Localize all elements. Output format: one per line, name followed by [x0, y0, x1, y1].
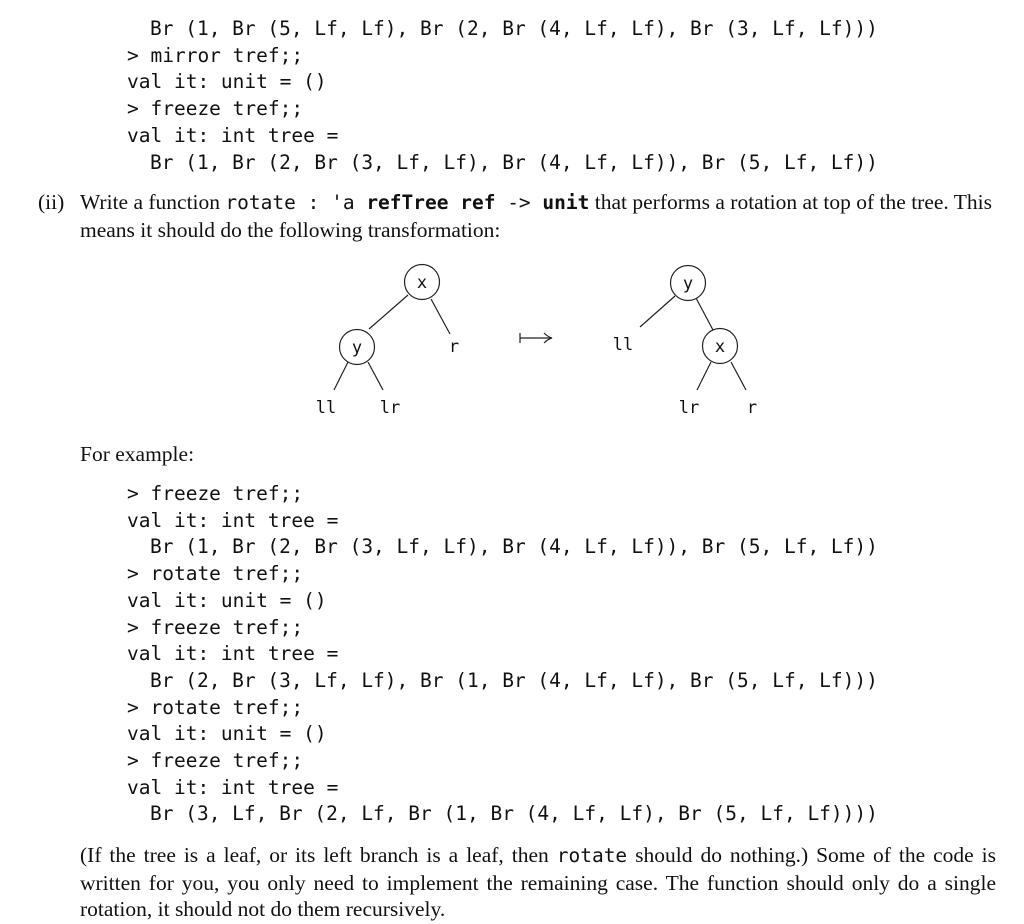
maps-to-arrow-icon — [520, 333, 552, 343]
node-label-x: x — [416, 273, 428, 293]
function-signature: rotate : 'a refTree ref -> unit — [225, 191, 590, 214]
node-label-y: y — [351, 338, 363, 358]
code-line: > freeze tref;; — [127, 482, 304, 505]
inline-code-rotate: rotate — [556, 844, 628, 867]
note-text-before: (If the tree is a leaf, or its left branch is a leaf, then — [80, 843, 549, 867]
leaf-label-lr: lr — [379, 398, 401, 418]
code-line: val it: unit = () — [127, 588, 327, 612]
code-line: Br (1, Br (2, Br (3, Lf, Lf), Br (4, Lf, Lf)), Br (5, Lf, Lf)) — [150, 535, 878, 559]
right-tree — [613, 266, 757, 419]
task-text-before: Write a function — [80, 190, 221, 214]
note-paragraph — [80, 842, 996, 923]
code-line: val it: int tree = — [127, 775, 339, 799]
code-line: Br (2, Br (3, Lf, Lf), Br (1, Br (4, Lf, Lf), Br (5, Lf, Lf))) — [150, 668, 878, 692]
node-label-y-root: y — [682, 274, 694, 294]
code-line: > mirror tref;; — [127, 43, 304, 67]
code-line: > freeze tref;; — [127, 97, 304, 121]
leaf-label-ll-right: ll — [612, 335, 634, 355]
code-line: Br (3, Lf, Br (2, Lf, Br (1, Br (4, Lf, Lf), Br (5, Lf, Lf)))) — [150, 802, 878, 826]
code-line: val it: unit = () — [127, 70, 327, 94]
node-label-x-child: x — [714, 337, 726, 357]
code-line: val it: int tree = — [127, 508, 339, 532]
code-line: > rotate tref;; — [127, 695, 304, 719]
code-line: Br (1, Br (5, Lf, Lf), Br (2, Br (4, Lf, Lf), Br (3, Lf, Lf))) — [150, 17, 878, 40]
leaf-label-r-right: r — [746, 398, 758, 418]
code-line: val it: int tree = — [127, 642, 339, 666]
code-block-rotate-example — [127, 481, 878, 828]
code-line: val it: unit = () — [127, 722, 327, 746]
example-label: For example: — [80, 442, 195, 466]
leaf-label-ll: ll — [315, 398, 337, 418]
code-line: Br (1, Br (2, Br (3, Lf, Lf), Br (4, Lf, Lf)), Br (5, Lf, Lf)) — [150, 150, 878, 174]
item-label: (ii) — [38, 190, 65, 214]
task-text-after: that performs a rotation at top of the tree. This means it should do the following transformation: — [80, 190, 993, 242]
code-line: > freeze tref;; — [127, 615, 304, 639]
left-tree — [316, 265, 459, 419]
code-line: val it: int tree = — [127, 123, 339, 147]
note-text-after: should do nothing.) Some of the code is written for you, you only need to implement the remaining case. The function should only do a single rotation, it should not do them recursively. — [80, 843, 997, 921]
leaf-label-r: r — [448, 337, 460, 357]
code-line: > freeze tref;; — [127, 749, 304, 773]
code-line: > rotate tref;; — [127, 562, 304, 586]
leaf-label-lr-right: lr — [678, 398, 700, 418]
